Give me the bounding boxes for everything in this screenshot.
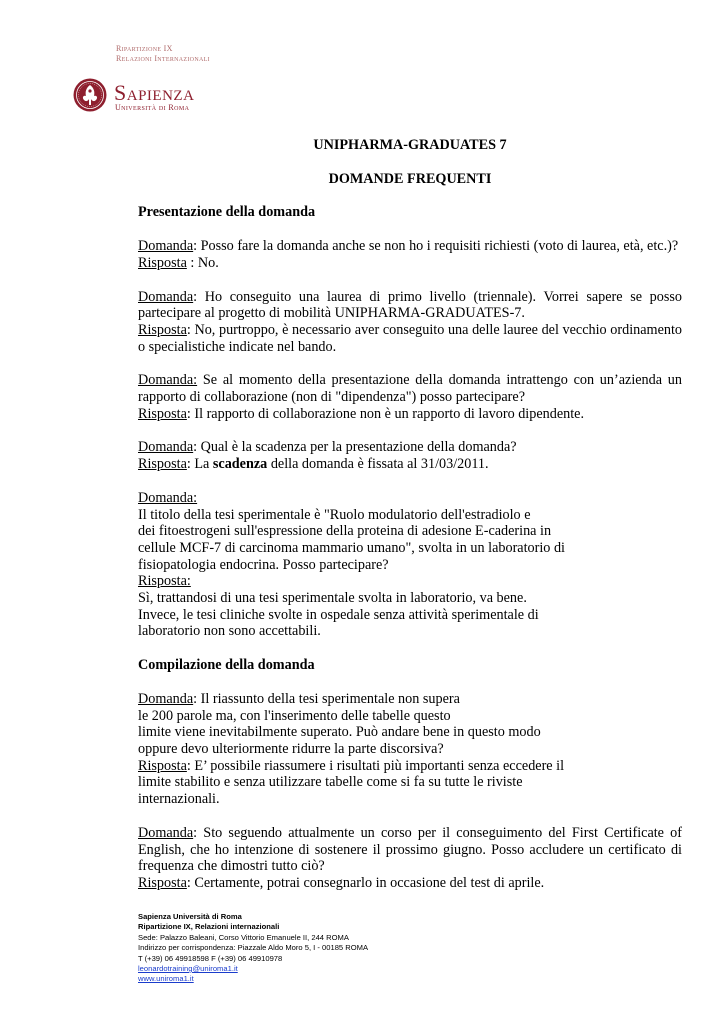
question-line: dei fitoestrogeni sull'espressione della proteina di adesione E-caderina in xyxy=(138,523,552,540)
answer-label: Risposta xyxy=(138,405,187,422)
answer-label: Risposta xyxy=(138,456,187,473)
answer-line: Sì, trattandosi di una tesi sperimentale svolta in laboratorio, va bene. xyxy=(138,590,527,607)
university-logo xyxy=(68,78,268,118)
brand-subtitle: Università di Roma xyxy=(115,103,190,112)
answer-label: Risposta xyxy=(138,321,187,338)
question-label: Domanda: xyxy=(138,372,198,389)
question-text: : Qual è la scadenza per la presentazione della domanda? xyxy=(193,439,517,456)
answer-line: laboratorio non sono accettabili. xyxy=(138,623,321,640)
division-name xyxy=(116,44,236,64)
document-title: UNIPHARMA-GRADUATES 7 xyxy=(313,137,507,153)
question-line: fisiopatologia endocrina. Posso partecipare? xyxy=(138,556,389,573)
answer-text: : Il rapporto di collaborazione non è un rapporto di lavoro dipendente. xyxy=(186,405,585,422)
footer-contact xyxy=(138,912,368,985)
question-label: Domanda xyxy=(138,288,194,305)
question-label: Domanda xyxy=(138,439,194,456)
answer-label-line xyxy=(138,573,682,590)
answer-text-post: della domanda è fissata al 31/03/2011. xyxy=(267,456,489,473)
faq-item-1 xyxy=(138,238,682,271)
question xyxy=(138,825,682,875)
answer xyxy=(138,255,682,272)
question-line: Il titolo della tesi sperimentale è "Ruolo modulatorio dell'estradiolo e xyxy=(138,506,531,523)
question xyxy=(138,439,682,456)
question-text: : Il riassunto della tesi sperimentale non supera xyxy=(193,690,460,707)
document-subtitle: DOMANDE FREQUENTI xyxy=(328,170,492,187)
question-line: cellule MCF-7 di carcinoma mammario umano", svolta in un laboratorio di xyxy=(138,539,565,556)
question-line: limite viene inevitabilmente superato. Può andare bene in questo modo xyxy=(138,724,541,741)
answer-text: : E’ possibile riassumere i risultati più importanti senza eccedere il xyxy=(186,757,565,774)
section-heading-presentazione: Presentazione della domanda xyxy=(138,204,316,221)
question-label: Domanda xyxy=(138,690,194,707)
question xyxy=(138,691,682,708)
footer-address: Sede: Palazzo Baleani, Corso Vittorio Emanuele II, 244 ROMA xyxy=(138,932,349,942)
question xyxy=(138,238,682,255)
answer-text: : Certamente, potrai consegnarlo in occasione del test di aprile. xyxy=(186,874,545,891)
question xyxy=(138,289,682,322)
faq-item-6 xyxy=(138,691,682,808)
faq-item-3 xyxy=(138,372,682,422)
answer-label: Risposta: xyxy=(138,573,191,590)
question-text: : Ho conseguito una laurea di primo livello (triennale). Vorrei sapere se posso partecipare al progetto di mobilità UNIPHARMA-GRADUATES-7. xyxy=(138,288,682,322)
deadline-keyword: scadenza xyxy=(212,456,268,473)
brand-name: Sapienza xyxy=(114,80,195,105)
answer xyxy=(138,758,682,775)
question-line: oppure devo ulteriormente ridurre la parte discorsiva? xyxy=(138,740,444,757)
answer-text: : No. xyxy=(186,254,219,271)
question-label: Domanda: xyxy=(138,489,198,506)
footer-website-link[interactable]: www.uniroma1.it xyxy=(138,974,194,984)
answer-line: internazionali. xyxy=(138,791,220,808)
answer xyxy=(138,456,682,473)
answer-text-pre: : La xyxy=(186,456,213,473)
question-text: : Sto seguendo attualmente un corso per il conseguimento del First Certificate of English, che ho intenzione di sostenere il prossimo giugno. Posso accludere un certificato di frequenza che dimostri tutto ciò? xyxy=(138,824,682,875)
answer xyxy=(138,406,682,423)
answer-text: : No, purtroppo, è necessario aver conseguito una delle lauree del vecchio ordinamento o specialistiche indicate nel bando. xyxy=(138,321,682,355)
faq-item-5 xyxy=(138,490,682,640)
answer-label: Risposta xyxy=(138,757,187,774)
question-text: : Posso fare la domanda anche se non ho i requisiti richiesti (voto di laurea, età, etc.)? xyxy=(193,238,679,255)
question-line: le 200 parole ma, con l'inserimento delle tabelle questo xyxy=(138,707,451,724)
faq-item-2 xyxy=(138,289,682,356)
section-heading-compilazione: Compilazione della domanda xyxy=(138,657,315,674)
question-label: Domanda xyxy=(138,238,194,255)
faq-item-4 xyxy=(138,439,682,472)
answer-line: Invece, le tesi cliniche svolte in ospedale senza attività sperimentale di xyxy=(138,606,539,623)
footer-phone-fax: T (+39) 06 49918598 F (+39) 06 49910978 xyxy=(138,953,283,963)
division-line-2: Relazioni Internazionali xyxy=(116,54,210,63)
footer-email-link[interactable]: leonardotraining@uniroma1.it xyxy=(138,964,238,974)
question-text: Se al momento della presentazione della domanda intrattengo con un’azienda un rapporto di collaborazione (non di "dipendenza") posso partecipare? xyxy=(138,372,682,406)
footer-university: Sapienza Università di Roma xyxy=(138,912,242,921)
answer xyxy=(138,322,682,355)
faq-document xyxy=(138,137,682,892)
division-line-1: Ripartizione IX xyxy=(116,44,173,53)
footer-mailing-address: Indirizzo per corrispondenza: Piazzale Aldo Moro 5, I - 00185 ROMA xyxy=(138,943,369,953)
question xyxy=(138,372,682,405)
question-label-line xyxy=(138,490,682,507)
faq-item-7 xyxy=(138,825,682,892)
sapienza-seal-icon xyxy=(73,78,107,112)
footer-office: Ripartizione IX, Relazioni internazionali xyxy=(138,922,280,932)
answer xyxy=(138,875,682,892)
question-label: Domanda xyxy=(138,824,194,841)
answer-label: Risposta xyxy=(138,254,187,271)
answer-line: limite stabilito e senza utilizzare tabelle come si fa su tutte le riviste xyxy=(138,774,523,791)
answer-label: Risposta xyxy=(138,874,187,891)
